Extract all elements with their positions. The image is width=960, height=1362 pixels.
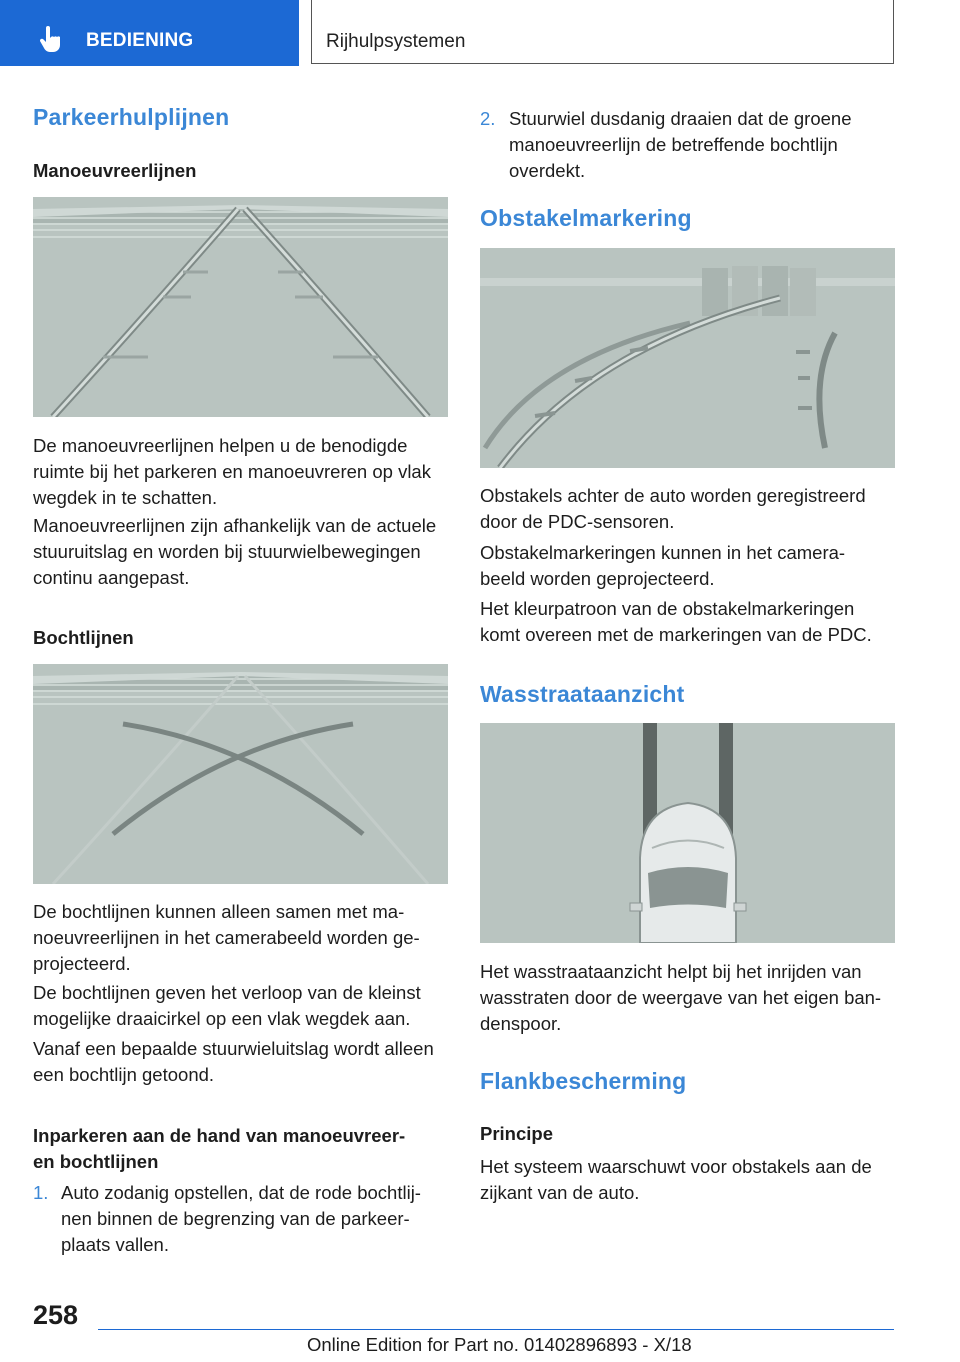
- step-1-text: Auto zodanig opstellen, dat de rode bochtlij- nen binnen de begrenzing van de parkeer- plaats vallen.: [61, 1182, 421, 1255]
- subheading-principe: Principe: [480, 1123, 553, 1144]
- page-number: 258: [33, 1300, 79, 1330]
- paragraph-obstakel-1: Obstakels achter de auto worden geregistreerd door de PDC-sensoren.: [480, 485, 866, 532]
- paragraph-wasstraat: Het wasstraataanzicht helpt bij het inrijden van wasstraten door de weergave van het eigen ban- denspoor.: [480, 961, 882, 1034]
- footer-edition: Online Edition for Part no. 01402896893 - X/18: [307, 1334, 692, 1355]
- section-tab: [0, 0, 299, 66]
- subheading-inparkeren: Inparkeren aan de hand van manoeuvreer- en bochtlijnen: [33, 1125, 406, 1172]
- step-1-number: 1.: [33, 1182, 49, 1203]
- chapter-header: [311, 0, 894, 64]
- hand-pointer-icon: [38, 26, 64, 54]
- step-2-number: 2.: [480, 108, 496, 129]
- paragraph-obstakel-3: Het kleurpatroon van de obstakelmarkeringen komt overeen met de markeringen van de PDC.: [480, 598, 872, 645]
- step-2-text: Stuurwiel dusdanig draaien dat de groene manoeuvreerlijn de betreffende bochtlijn overdekt.: [509, 108, 852, 181]
- paragraph-manoeuvre-2: Manoeuvreerlijnen zijn afhankelijk van de actuele stuuruitslag en worden bij stuurwielbewegingen continu aangepast.: [33, 515, 437, 588]
- paragraph-obstakel-2: Obstakelmarkeringen kunnen in het camera- beeld worden geprojecteerd.: [480, 542, 846, 589]
- bochtlijnen-figure: [33, 664, 448, 884]
- paragraph-bocht-3: Vanaf een bepaalde stuurwieluitslag wordt alleen een bochtlijn getoond.: [33, 1038, 434, 1085]
- section-label: BEDIENING: [86, 30, 194, 51]
- heading-flankbescherming: Flankbescherming: [480, 1068, 687, 1094]
- heading-wasstraataanzicht: Wasstraataanzicht: [480, 681, 685, 707]
- paragraph-bocht-2: De bochtlijnen geven het verloop van de kleinst mogelijke draaicirkel op een vlak wegdek aan.: [33, 982, 421, 1029]
- footer-divider: [98, 1329, 894, 1330]
- obstakelmarkering-figure: [480, 248, 895, 468]
- paragraph-bocht-1: De bochtlijnen kunnen alleen samen met ma- noeuvreerlijnen in het camerabeeld worden ge- projecteerd.: [33, 901, 420, 974]
- subheading-bochtlijnen: Bochtlijnen: [33, 627, 134, 648]
- heading-obstakelmarkering: Obstakelmarkering: [480, 205, 692, 231]
- paragraph-manoeuvre-1: De manoeuvreerlijnen helpen u de benodigde ruimte bij het parkeren en manoeuvreren op vlak wegdek in te schatten.: [33, 435, 431, 508]
- wasstraataanzicht-figure: [480, 723, 895, 943]
- subheading-manoeuvreerlijnen: Manoeuvreerlijnen: [33, 160, 197, 181]
- chapter-label: Rijhulpsystemen: [326, 31, 466, 52]
- paragraph-principe: Het systeem waarschuwt voor obstakels aan de zijkant van de auto.: [480, 1156, 872, 1203]
- heading-parkeerhulplijnen: Parkeerhulplijnen: [33, 104, 230, 130]
- manoeuvreerlijnen-figure: [33, 197, 448, 417]
